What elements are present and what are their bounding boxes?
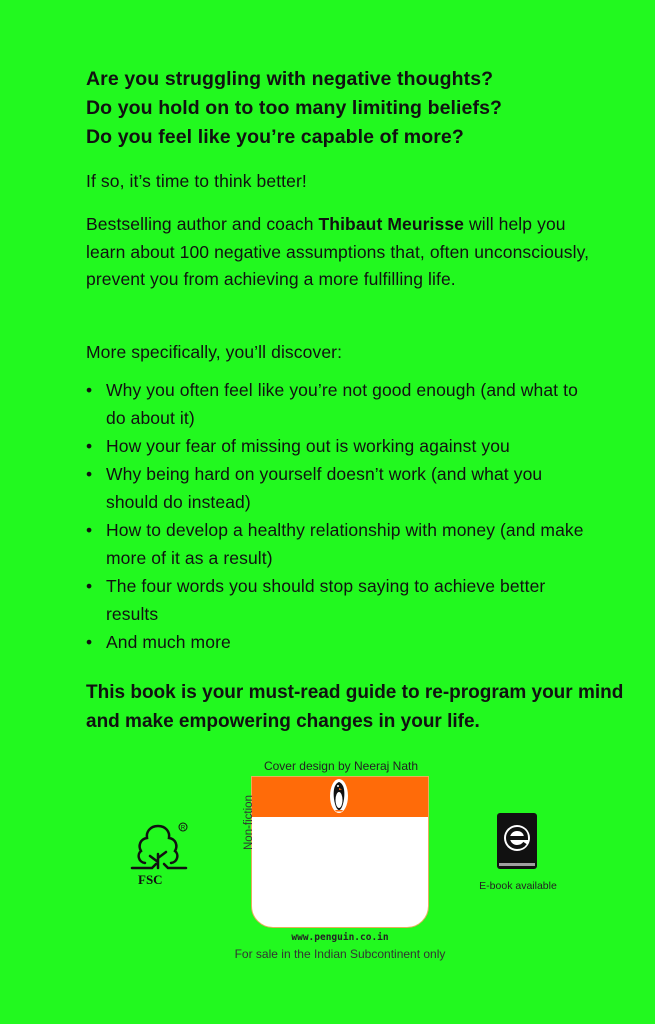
- closing-statement: This book is your must-read guide to re-program your mind and make empowering changes in your life.: [86, 682, 624, 732]
- penguin-logo-icon: [330, 779, 348, 813]
- publisher-band: [252, 777, 428, 817]
- list-item: • How your fear of missing out is working against you: [86, 432, 596, 460]
- list-item: • The four words you should stop saying to achieve better results: [86, 572, 596, 628]
- list-item: • Why being hard on yourself doesn’t work (and what you should do instead): [86, 460, 596, 516]
- author-paragraph: [86, 211, 606, 294]
- ebook-label: E-book available: [479, 880, 557, 892]
- intro-text: If so, it’s time to think better!: [86, 171, 307, 191]
- bullet-icon: •: [86, 576, 93, 596]
- hook-questions: [86, 65, 626, 152]
- question-line: Do you feel like you’re capable of more?: [86, 126, 464, 148]
- author-intro-text: Bestselling author and coach: [86, 214, 319, 234]
- cover-credit: Cover design by Neeraj Nath: [263, 759, 419, 773]
- question-line: Do you hold on to too many limiting beliefs?: [86, 97, 503, 119]
- bullet-icon: •: [86, 520, 93, 540]
- bullet-icon: •: [86, 632, 93, 652]
- sale-notice: For sale in the Indian Subcontinent only: [234, 947, 446, 961]
- svg-text:R: R: [180, 825, 186, 832]
- publisher-website: www.penguin.co.in: [291, 932, 389, 943]
- list-item: • And much more: [86, 628, 596, 656]
- bullet-icon: •: [86, 380, 93, 400]
- bullet-icon: •: [86, 436, 93, 456]
- publisher-panel: [251, 776, 429, 928]
- discover-lead: More specifically, you’ll discover:: [86, 342, 343, 362]
- author-description-text: will help you learn about 100 negative assumptions that, often unconsciously, prevent you from achieving a more fulfilling life.: [86, 214, 590, 289]
- list-item: • Why you often feel like you’re not good enough (and what to do about it): [86, 376, 596, 432]
- author-name: Thibaut Meurisse: [318, 214, 465, 234]
- category-label: Non-fiction: [243, 795, 255, 850]
- fsc-label: FSC: [138, 872, 163, 887]
- benefit-list: [86, 376, 596, 656]
- bullet-icon: •: [86, 464, 93, 484]
- list-item: • How to develop a healthy relationship with money (and make more of it as a result): [86, 516, 596, 572]
- question-line: Are you struggling with negative thoughts?: [86, 68, 494, 90]
- ebook-logo-icon: [495, 812, 539, 872]
